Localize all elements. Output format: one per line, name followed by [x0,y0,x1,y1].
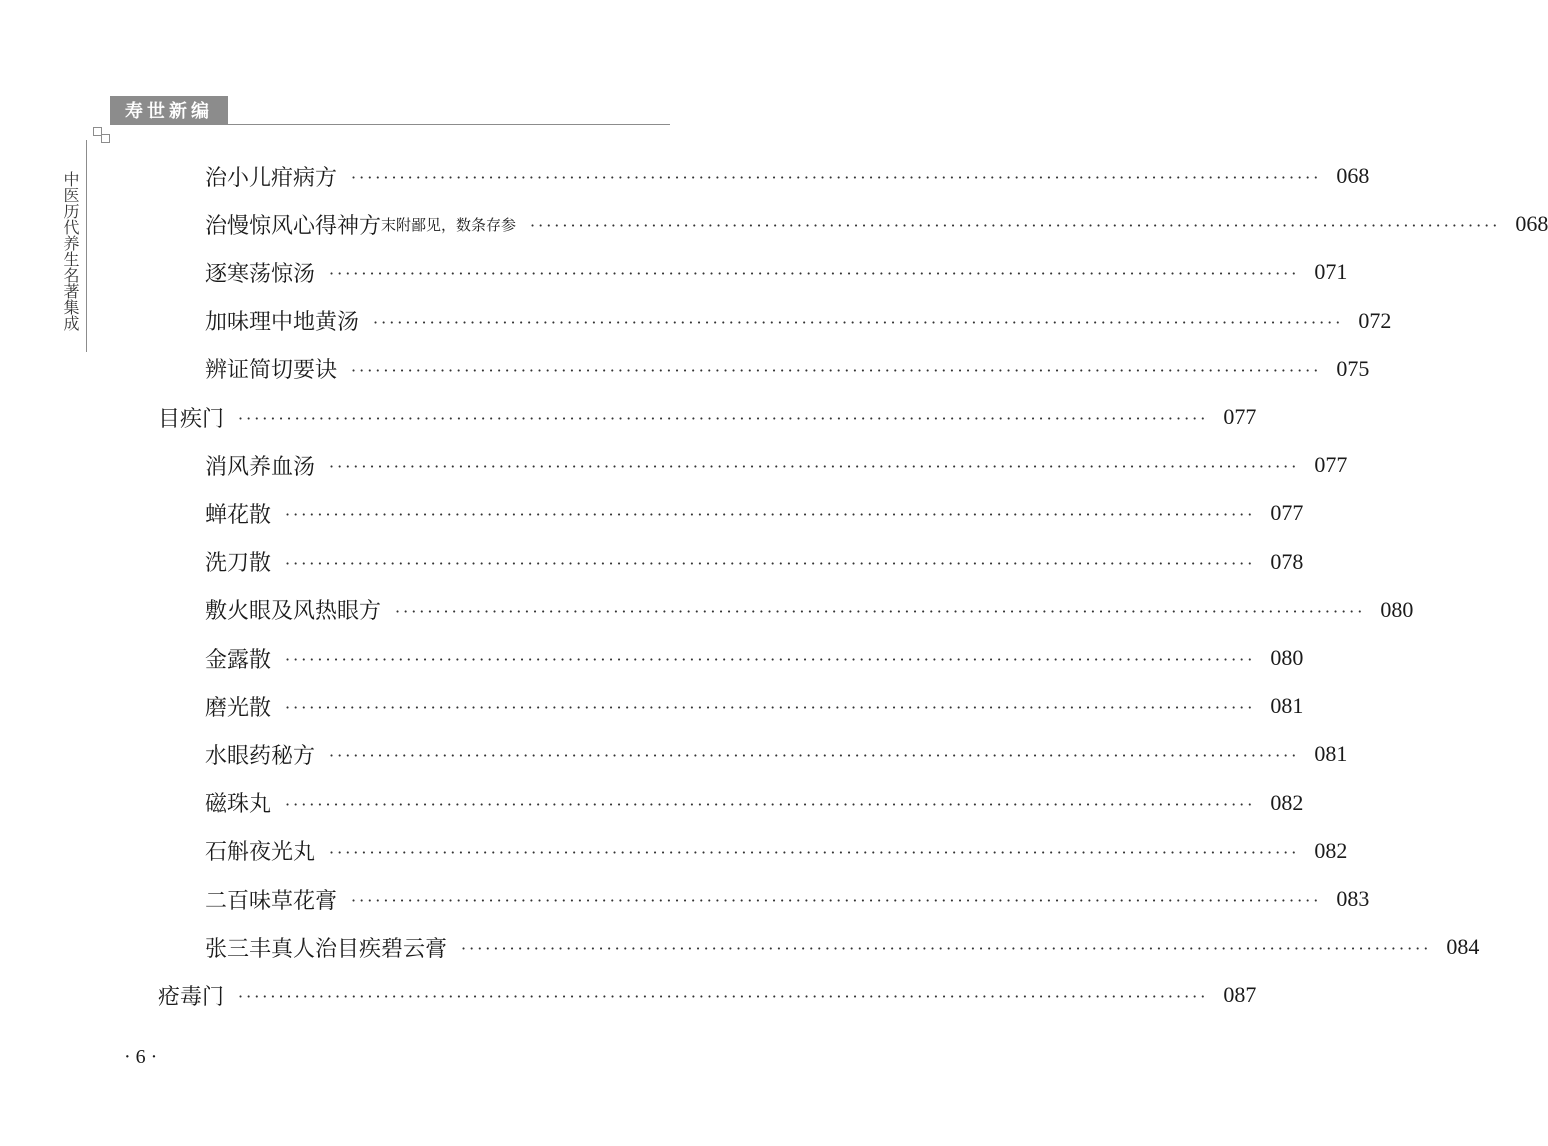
toc-leader-dots: ························································································································ [238,987,1209,1007]
toc-entry-title: 张三丰真人治目疾碧云膏 [205,936,448,962]
toc-entry-title: 蝉花散 [205,502,272,528]
toc-entry[interactable] [205,590,1414,630]
toc-leader-dots: ························································································································ [285,650,1256,669]
toc-entry-page: 082 [1314,837,1348,863]
toc-entry-title: 逐寒荡惊汤 [205,261,316,287]
toc-entry-title: 治小儿疳病方 [205,165,338,191]
toc-entry-page: 087 [1223,982,1257,1008]
toc-entry-page: 077 [1270,500,1304,526]
decorative-square-icon [101,134,110,143]
toc-entry-page: 077 [1223,404,1257,429]
toc-leader-dots: ························································································································ [351,168,1322,187]
toc-leader-dots: ························································································································ [530,216,1501,236]
toc-entry-title: 加味理中地黄汤 [205,310,360,336]
toc-entry-page: 077 [1314,452,1348,478]
toc-entry[interactable] [205,879,1370,919]
toc-entry[interactable] [205,927,1480,967]
toc-entry-title: 敷火眼及风热眼方 [205,599,382,625]
toc-entry[interactable] [205,734,1348,774]
toc-leader-dots: ························································································································ [395,601,1366,621]
toc-entry-page: 080 [1270,645,1304,670]
toc-entry[interactable] [205,349,1370,389]
toc-entry-page: 068 [1336,163,1370,188]
toc-entry-page: 071 [1314,259,1348,285]
toc-entry[interactable] [205,831,1348,871]
toc-entry[interactable] [205,445,1348,485]
toc-entry[interactable] [205,204,1548,244]
toc-entry-note: 末附鄙见，数条存参 [381,215,517,234]
toc-entry-page: 081 [1314,741,1348,767]
toc-entry-page: 072 [1358,307,1392,333]
toc-entry-title: 洗刀散 [205,551,272,577]
header-rule [110,124,670,125]
toc-entry[interactable] [205,783,1304,823]
toc-entry-page: 080 [1380,596,1414,622]
vertical-rule [86,140,87,352]
series-tab: 寿世新编 [110,96,228,124]
toc-entry-title: 疮毒门 [158,984,225,1010]
toc-entry[interactable] [205,493,1304,533]
toc-entry-title: 目疾门 [158,406,225,432]
toc-entry-page: 068 [1515,211,1548,237]
toc-leader-dots: ························································································································ [285,553,1256,573]
toc-entry[interactable] [205,686,1304,726]
toc-entry-page: 082 [1270,789,1304,815]
toc-entry-page: 075 [1336,355,1370,381]
toc-entry-title: 磁珠丸 [205,792,272,818]
toc-entry-title: 金露散 [205,647,272,673]
toc-entry[interactable] [205,542,1304,582]
page-number: · 6 · [124,1046,158,1068]
toc-leader-dots: ························································································································ [329,746,1300,766]
toc-entry-page: 084 [1446,934,1480,960]
toc-entry-title: 治慢惊风心得神方 [205,213,382,239]
toc-entry[interactable] [158,975,1257,1015]
vertical-series-title: 中医历代养生名著集成 [61,171,80,331]
toc-leader-dots: ························································································································ [329,842,1300,862]
toc-entry[interactable] [205,301,1392,341]
toc-entry[interactable] [205,252,1348,292]
toc-leader-dots: ························································································································ [351,360,1322,380]
toc-leader-dots: ························································································································ [285,794,1256,814]
toc-entry-page: 081 [1270,693,1304,719]
toc-entry[interactable] [205,638,1304,678]
toc-entry[interactable] [158,397,1257,437]
toc-entry-title: 二百味草花膏 [205,888,338,914]
toc-leader-dots: ························································································································ [461,939,1432,959]
toc-leader-dots: ························································································································ [285,505,1256,525]
toc-entry-page: 083 [1336,886,1370,911]
toc-leader-dots: ························································································································ [238,409,1209,428]
toc-entry-page: 078 [1270,548,1304,574]
toc-leader-dots: ························································································································ [329,264,1300,284]
toc-entry-title: 消风养血汤 [205,454,316,480]
toc-leader-dots: ························································································································ [373,312,1344,332]
toc-entry-title: 石斛夜光丸 [205,840,316,866]
toc-leader-dots: ························································································································ [351,891,1322,910]
toc-leader-dots: ························································································································ [329,457,1300,477]
toc-entry[interactable] [205,156,1370,196]
toc-entry-title: 磨光散 [205,695,272,721]
toc-entry-title: 水眼药秘方 [205,743,316,769]
toc-entry-title: 辨证简切要诀 [205,358,338,384]
toc-leader-dots: ························································································································ [285,698,1256,718]
